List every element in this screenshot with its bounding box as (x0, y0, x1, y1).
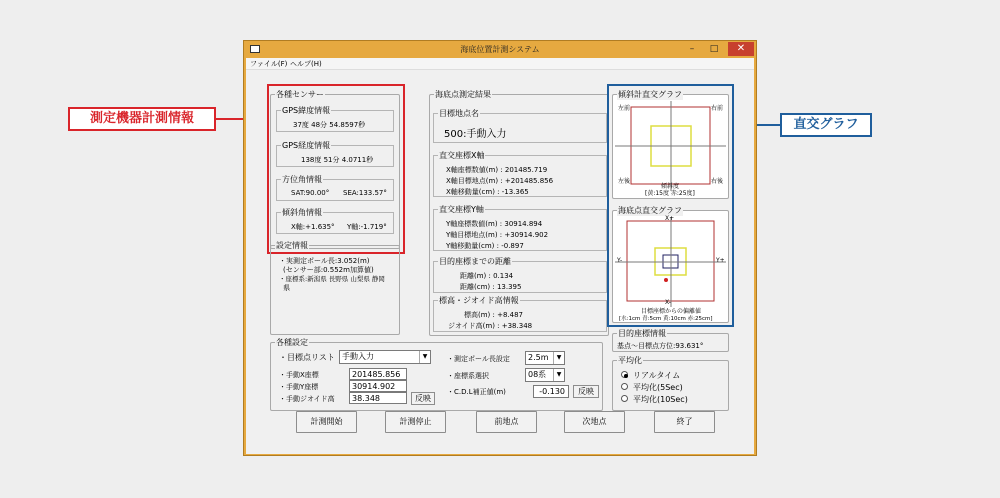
target-name-value: 500:手動入力 (444, 129, 507, 140)
sensor-offset-info: (センサー部:0.552m加算値) (283, 266, 374, 274)
averaging-title: 平均化 (618, 356, 642, 365)
gps-lon-label: GPS経度情報 (282, 141, 331, 150)
pole-length-select[interactable] (525, 351, 565, 365)
y-coord-value: Y軸座標数値(m) : 30914.894 (446, 220, 543, 228)
sensors-title: 各種センサー (276, 90, 324, 99)
target-info-group (612, 329, 729, 352)
settings-info-group (270, 241, 400, 335)
x-axis-panel (433, 151, 607, 197)
radio-avg-10[interactable] (621, 395, 628, 402)
seabed-x-minus: X- (665, 299, 671, 306)
y-target-value: Y軸目標地点(m) : +30914.902 (446, 231, 549, 239)
target-name-label: 目標地点名 (439, 109, 479, 118)
close-button[interactable]: ✕ (728, 42, 754, 56)
target-name-panel (433, 109, 607, 143)
manual-y-input[interactable]: 30914.902 (349, 380, 407, 392)
next-point-button[interactable]: 次地点 (564, 411, 625, 433)
target-bearing-value: 基点～目標点方位:93.631° (617, 342, 704, 350)
gps-lat-value: 37度 48分 54.8597秒 (293, 121, 366, 129)
tilt-back-left: 左後 (618, 178, 631, 185)
x-axis-label: 直交座標X軸 (439, 151, 485, 160)
y-axis-panel (433, 205, 607, 251)
exit-button[interactable]: 終了 (654, 411, 715, 433)
menu-bar (246, 58, 754, 70)
elevation-value: 標高(m) : +8.487 (464, 311, 523, 319)
gps-lat-label: GPS緯度情報 (282, 106, 331, 115)
manual-x-label: ・手動X座標 (279, 371, 319, 379)
stop-measure-button[interactable]: 計測停止 (385, 411, 446, 433)
manual-x-input[interactable]: 201485.856 (349, 368, 407, 380)
tilt-x: X軸:+1.635° (291, 223, 335, 231)
tilt-front-left: 左前 (618, 105, 631, 112)
azimuth-sat: SAT:90.00° (291, 189, 330, 197)
measurement-info-callout: 測定機器計測情報 (68, 107, 216, 131)
client-area (246, 58, 754, 454)
x-target-value: X軸目標地点(m) : +201485.856 (446, 177, 554, 185)
chevron-down-icon: ▼ (553, 352, 564, 364)
manual-geoid-input[interactable]: 38.348 (349, 392, 407, 404)
measurement-highlight (267, 84, 405, 254)
tilt-caption: 傾斜度 (661, 183, 680, 190)
azimuth-label: 方位角情報 (282, 175, 322, 184)
target-info-title: 目的座標情報 (618, 329, 666, 338)
chevron-down-icon: ▼ (419, 351, 430, 363)
coord-system-select[interactable] (525, 368, 565, 382)
reflect-manual-button[interactable]: 反映 (411, 392, 435, 405)
x-move-value: X軸移動量(cm) : -13.365 (446, 188, 529, 196)
tilt-front-right: 右前 (711, 105, 724, 112)
graph-highlight (607, 84, 734, 327)
target-list-label: ・目標点リスト (279, 353, 335, 362)
geoid-value: ジオイド高(m) : +38.348 (448, 322, 533, 330)
radio-avg-10-label[interactable]: 平均化(10Sec) (633, 395, 688, 404)
cdl-input[interactable]: -0.130 (533, 385, 569, 398)
tilt-caption-scale: [黄:15度 赤:25度] (645, 190, 695, 197)
azimuth-sea: SEA:133.57° (343, 189, 387, 197)
seabed-x-plus: X+ (665, 215, 675, 222)
distance-label: 目的座標までの距離 (439, 257, 511, 266)
orthogonal-graph-callout: 直交グラフ (780, 113, 872, 137)
manual-y-label: ・手動Y座標 (279, 383, 319, 391)
radio-avg-5-label[interactable]: 平均化(5Sec) (633, 383, 683, 392)
menu-help[interactable]: ヘルプ(H) (290, 60, 322, 68)
y-axis-label: 直交座標Y軸 (439, 205, 484, 214)
seabed-caption: 目標座標からの偏離値 (641, 308, 702, 315)
window-title: 海底位置計測システム (460, 45, 540, 54)
x-coord-value: X軸座標数値(m) : 201485.719 (446, 166, 548, 174)
radio-realtime-label[interactable]: リアルタイム (633, 371, 681, 380)
pole-length-label: ・測定ポール長設定 (447, 355, 510, 363)
seabed-caption-scale: [水:1cm 青:5cm 黄:10cm 赤:25cm] (619, 316, 713, 322)
app-window (243, 40, 757, 456)
chevron-down-icon: ▼ (553, 369, 564, 381)
results-title: 海底点測定結果 (435, 90, 491, 99)
coord-system-info-cont: 県 (283, 284, 290, 292)
radio-avg-5[interactable] (621, 383, 628, 390)
tilt-graph-title: 傾斜計直交グラフ (618, 90, 682, 99)
seabed-graph-title: 海底点直交グラフ (618, 206, 682, 215)
manual-geoid-label: ・手動ジオイド高 (279, 395, 335, 403)
results-group (429, 90, 609, 336)
prev-point-button[interactable]: 前地点 (476, 411, 537, 433)
tilt-y: Y軸:-1.719° (347, 223, 387, 231)
reflect-cdl-button[interactable]: 反映 (573, 385, 599, 398)
gps-lon-value: 138度 51分 4.0711秒 (301, 156, 374, 164)
maximize-button[interactable]: □ (709, 44, 719, 54)
distance-cm-value: 距離(cm) : 13.395 (460, 283, 522, 291)
coord-system-label: ・座標系選択 (447, 372, 489, 380)
pole-length-info: ・実測定ポール長:3.052(m) (279, 257, 370, 265)
tilt-back-right: 右後 (711, 178, 724, 185)
averaging-group (612, 356, 729, 411)
config-title: 各種設定 (276, 338, 308, 347)
coord-system-info: ・座標系:新潟県 長野県 山梨県 静岡 (279, 275, 385, 283)
elevation-label: 標高・ジオイド高情報 (439, 296, 519, 305)
distance-m-value: 距離(m) : 0.134 (460, 272, 514, 280)
menu-file[interactable]: ファイル(F) (250, 60, 288, 68)
minimize-button[interactable]: – (689, 44, 695, 54)
y-move-value: Y軸移動量(cm) : -0.897 (446, 242, 524, 250)
target-list-select[interactable] (339, 350, 431, 364)
settings-info-title: 設定情報 (276, 241, 308, 250)
distance-panel (433, 257, 607, 293)
pole-length-value: 2.5m (528, 353, 549, 362)
start-measure-button[interactable]: 計測開始 (296, 411, 357, 433)
seabed-y-minus: Y- (617, 257, 623, 264)
cdl-label: ・C.D.L補正値(m) (447, 388, 506, 396)
target-list-value: 手動入力 (342, 352, 374, 361)
tilt-label: 傾斜角情報 (282, 208, 322, 217)
elevation-panel (433, 296, 607, 332)
seabed-y-plus: Y+ (716, 257, 725, 264)
radio-realtime[interactable] (621, 371, 628, 378)
config-group (270, 338, 603, 411)
coord-system-value: 08系 (528, 370, 547, 379)
title-bar[interactable] (244, 41, 756, 58)
